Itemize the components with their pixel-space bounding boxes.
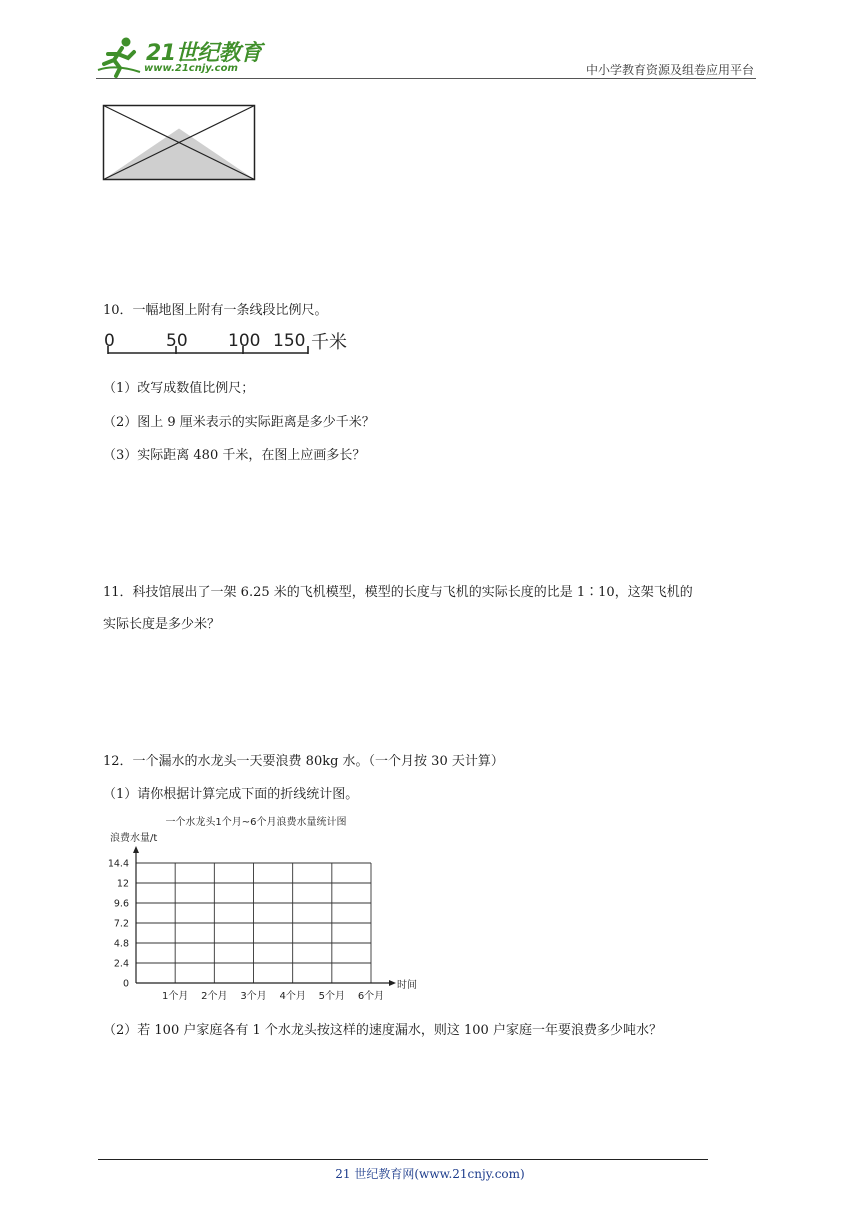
x-tick-label: 4个月 <box>279 991 306 1002</box>
x-axis-arrow <box>389 980 396 986</box>
q12-sub2: （2）若 100 户家庭各有 1 个水龙头按这样的速度漏水，则这 100 户家庭一年要浪费多少吨水？ <box>103 1023 662 1038</box>
y-tick-label: 0 <box>122 978 129 990</box>
site-logo <box>96 34 262 78</box>
x-tick-label: 1个月 <box>161 991 189 1002</box>
x-tick-label: 2个月 <box>201 991 228 1002</box>
y-tick-label: 2.4 <box>113 958 129 970</box>
x-tick-label: 3个月 <box>240 991 267 1002</box>
q11-line1: 11．科技馆展出了一架 6.25 米的飞机模型，模型的长度与飞机的实际长度的比是 1∶10，这架飞机的 <box>103 585 693 600</box>
x-tick-label: 5个月 <box>318 991 346 1002</box>
scale-label-0: 0 <box>104 331 115 351</box>
q12-sub1: （1）请你根据计算完成下面的折线统计图。 <box>103 787 359 802</box>
scale-label-50: 50 <box>166 331 188 351</box>
y-tick-label: 14.4 <box>107 858 129 870</box>
footer-divider <box>98 1159 708 1160</box>
header-platform-text: 中小学教育资源及组卷应用平台 <box>585 63 754 77</box>
q10-sub3: （3）实际距离 480 千米，在图上应画多长？ <box>103 448 366 463</box>
y-tick-label: 9.6 <box>113 898 129 910</box>
q12-stem: 12．一个漏水的水龙头一天要浪费 80kg 水。（一个月按 30 天计算） <box>103 754 504 769</box>
q10-sub2: （2）图上 9 厘米表示的实际距离是多少千米？ <box>103 415 375 430</box>
water-waste-line-chart <box>100 810 430 1010</box>
scale-label-100: 100 <box>228 331 261 351</box>
chart-y-axis-label: 浪费水量/t <box>110 833 158 844</box>
x-tick-label: 6个月 <box>357 991 385 1002</box>
runner-logo-icon <box>96 34 146 78</box>
logo-url: www.21cnjy.com <box>144 63 238 74</box>
scale-unit: 千米 <box>311 332 347 353</box>
chart-title: 一个水龙头1个月~6个月浪费水量统计图 <box>165 817 347 828</box>
rectangle-shaded-triangle-figure <box>102 104 256 181</box>
scale-label-150: 150 <box>273 331 306 351</box>
q10-sub1: （1）改写成数值比例尺； <box>103 381 255 396</box>
y-axis-arrow <box>133 846 139 853</box>
footer-source-text: 21 世纪教育网(www.21cnjy.com) <box>335 1167 525 1181</box>
logo-text: 21世纪教育 <box>146 41 262 66</box>
chart-x-axis-label: 时间 <box>397 980 417 991</box>
line-segment-scale <box>100 326 360 362</box>
header-divider <box>96 78 756 79</box>
y-tick-label: 4.8 <box>113 938 129 950</box>
y-tick-label: 12 <box>116 878 129 890</box>
q10-stem: 10．一幅地图上附有一条线段比例尺。 <box>103 303 328 318</box>
y-tick-label: 7.2 <box>113 918 129 930</box>
q11-line2: 实际长度是多少米？ <box>103 617 221 632</box>
